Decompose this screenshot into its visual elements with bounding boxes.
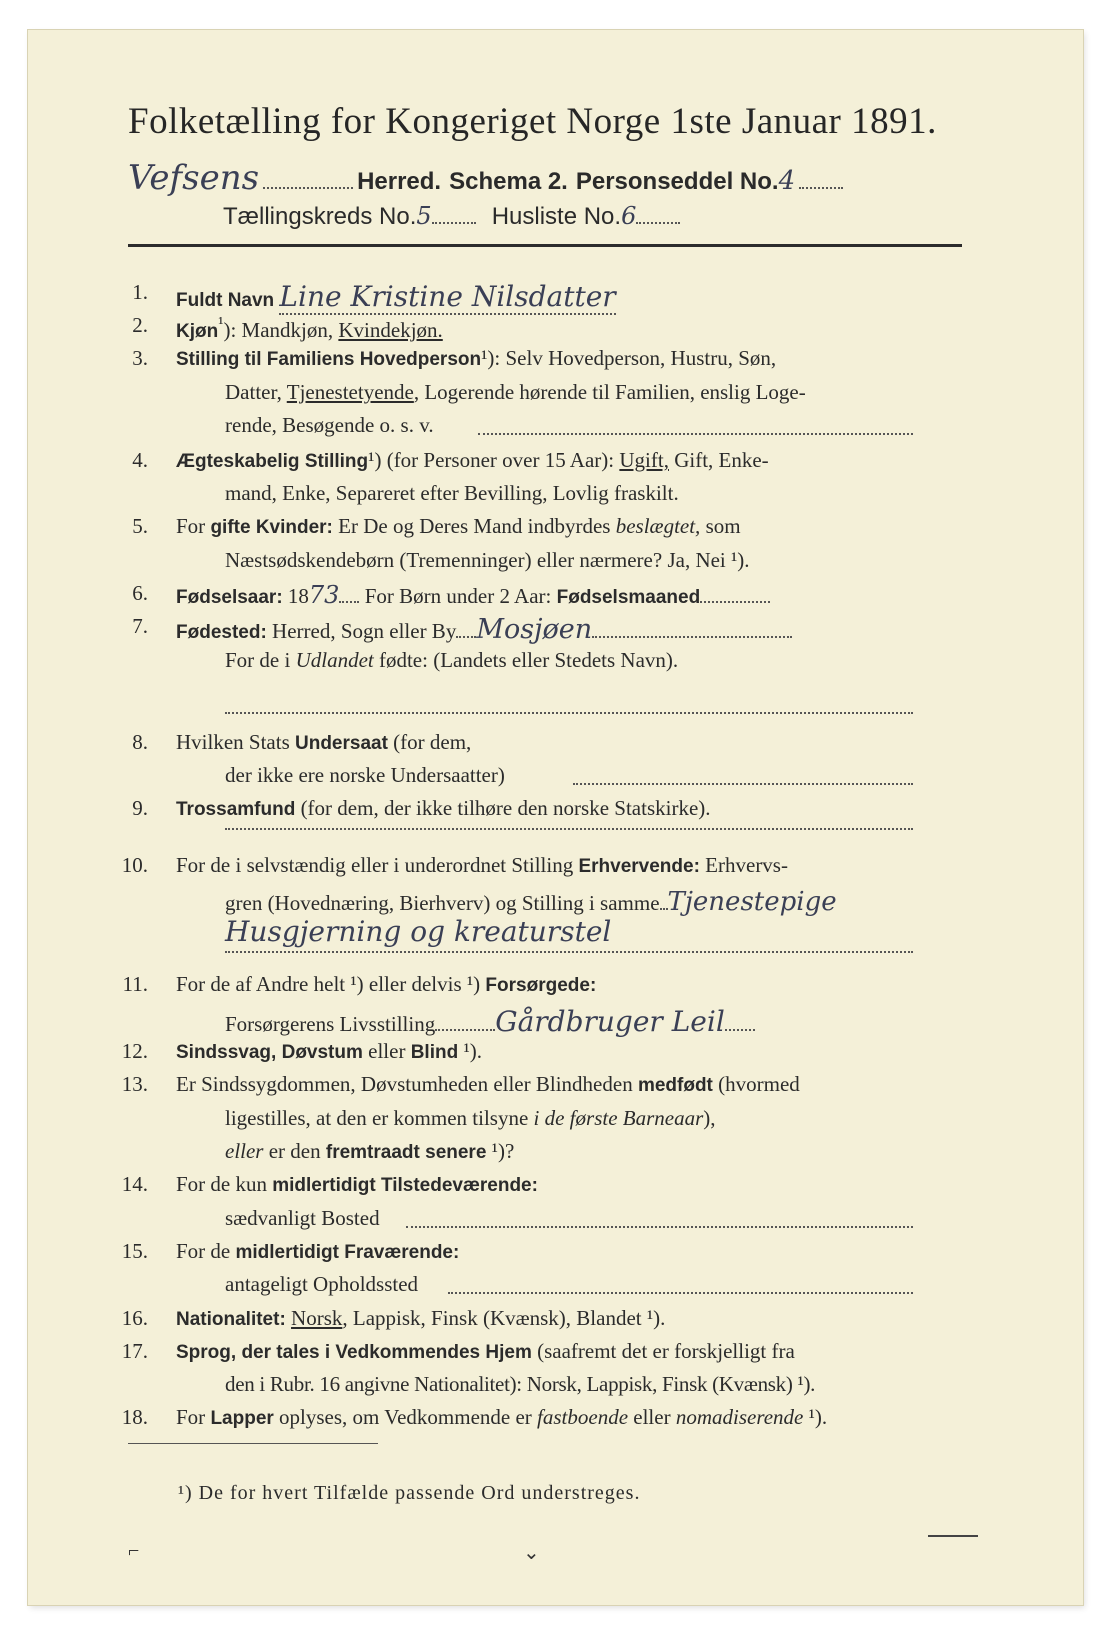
item-1-full-name: Fuldt Navn Line Kristine Nilsdatter [176, 280, 616, 313]
footnote: ¹) De for hvert Tilfælde passende Ord understreges. [178, 1482, 641, 1504]
item-9-religion: Trossamfund (for dem, der ikke tilhøre den norske Statskirke). [176, 796, 711, 820]
item-number: 11. [122, 972, 148, 996]
item-17-language: Sprog, der tales i Vedkommendes Hjem (saafremt det er forskjelligt fra [176, 1339, 795, 1363]
form-title: Folketælling for Kongeriget Norge 1ste Januar 1891. [128, 101, 937, 142]
sex-value: Kvindekjøn. [338, 318, 443, 342]
personseddel-label: Personseddel No. [575, 168, 779, 195]
item-2-sex: Kjøn$^{^1}$): Mandkjøn, Kvindekjøn. [176, 313, 443, 342]
kreds-value: 5 [416, 202, 432, 230]
nationality-value: Norsk [291, 1306, 343, 1330]
birth-year-value: 73 [308, 581, 340, 609]
herred-row [128, 158, 843, 198]
ink-mark [928, 1535, 978, 1537]
item-5-married-women: For gifte Kvinder: Er De og Deres Mand indbyrdes beslægtet, som [176, 514, 741, 538]
item-7-birthplace: Fødested: Herred, Sogn eller By Mosjøen [176, 614, 792, 645]
item-3-position: Stilling til Familiens Hovedperson¹): Selv Hovedperson, Hustru, Søn, [176, 346, 777, 370]
item-number: 6. [132, 581, 148, 605]
item-15-temporary-absent: For de midlertidigt Fraværende: [176, 1239, 460, 1263]
occupation-value-2: Husgjerning og kreaturstel [225, 915, 612, 948]
item-number: 18. [121, 1405, 148, 1429]
husliste-label: Husliste No. [491, 203, 622, 230]
item-12-disability: Sindssvag, Døvstum eller Blind ¹). [176, 1039, 482, 1063]
ink-mark: ⌐ [128, 1540, 140, 1562]
item-14-temporary-present: For de kun midlertidigt Tilstedeværende: [176, 1172, 538, 1196]
ink-mark: ⌄ [523, 1542, 540, 1564]
item-number: 8. [132, 730, 148, 754]
name-value: Line Kristine Nilsdatter [279, 280, 616, 313]
personseddel-value: 4 [778, 166, 796, 196]
herred-value: Vefsens [128, 158, 260, 198]
item-number: 10. [121, 853, 148, 877]
item-10-occupation: For de i selvstændig eller i underordnet Stilling Erhvervende: Erhvervs- [176, 853, 788, 877]
item-number: 1. [132, 280, 148, 304]
item-number: 3. [132, 346, 148, 370]
item-18-sami: For Lapper oplyses, om Vedkommende er fastboende eller nomadiserende ¹). [176, 1405, 828, 1429]
item-11-supported: For de af Andre helt ¹) eller delvis ¹) Forsørgede: [176, 972, 597, 996]
marital-value: Ugift, [619, 448, 669, 472]
herred-label: Herred. [357, 168, 442, 195]
item-number: 2. [132, 313, 148, 337]
item-number: 16. [121, 1306, 148, 1330]
item-8-citizenship: Hvilken Stats Undersaat (for dem, [176, 730, 472, 754]
item-number: 14. [121, 1172, 148, 1196]
schema-label: Schema 2. [449, 168, 568, 195]
item-number: 5. [132, 514, 148, 538]
item-number: 13. [121, 1072, 148, 1096]
census-form: Folketælling for Kongeriget Norge 1ste Januar 1891. Vefsens Herred. Schema 2. Personseddel No.4 Tællingskreds No.5 Husliste No.6 1. Fuldt Navn Line Kristine Nilsdatter 2. Kjøn$^{^1}$): Mandkjøn, Kvindekjøn. 3. Stilling til Familiens Hovedperson¹): Selv Hovedperson, Hustru, Søn, Datter, Tjenestetyende, Logerende hørende til Familien, enslig Loge- rende, Besøgende o. s. v. 4. Ægteskabelig Stilling¹) (for Personer over 15 Aar): Ugift, Gift, Enke- mand, Enke, Separeret efter Bevilling, Lovlig fraskilt. 5. For gifte Kvinder: Er De og Deres Mand indbyrdes beslægtet, som Næstsødskendebørn (Tremenninger) eller nærmere? Ja, Nei ¹). 6. Fødselsaar: 1873 For Børn under 2 Aar: Fødselsmaaned 7. Fødested: Herred, Sogn eller By Mosjøen For de i Udlandet fødte: (Landets eller Stedets Navn). 8. Hvilken Stats Undersaat (for dem, der ikke ere norske Undersaatter) 9. Trossamfund (for dem, der ikke tilhøre den norske Statskirke). 10. For de i selvstændig eller i underordnet Stilling Erhvervende: Erhvervs- gren (Hovednæring, Bierhverv) og Stilling i samme Tjenestepige Husgjerning og kreaturstel 11. For de af Andre helt ¹) eller delvis ¹) Forsørgede: Forsørgerens Livsstilling Gårdbruger Leil 12. Sindssvag, Døvstum eller Blind ¹). 13. Er Sindssygdommen, Døvstumheden eller Blindheden medfødt (hvormed ligestilles, at den er kommen tilsyne i de første Barneaar), eller er den fremtraadt senere ¹)? 14. For de kun midlertidigt Tilstedeværende: sædvanligt Bosted 15. For de midlertidigt Fraværende: antageligt Opholdssted 16. Nationalitet: Norsk, Lappisk, Finsk (Kvænsk), Blandet ¹). 17. Sprog, der tales i Vedkommendes Hjem (saafremt det er forskjelligt fra den i Rubr. 16 angivne Nationalitet): Norsk, Lappisk, Finsk (Kvænsk) ¹). 18. For Lapper oplyses, om Vedkommende er fastboende eller nomadiserende ¹). ¹) De for hvert Tilfælde passende Ord understreges. ⌐ ⌄ [28, 30, 1083, 1605]
item-6-birth-year: Fødselsaar: 1873 For Børn under 2 Aar: Fødselsmaaned [176, 581, 770, 609]
header-rule [128, 244, 962, 247]
item-number: 7. [132, 614, 148, 638]
item-13-congenital: Er Sindssygdommen, Døvstumheden eller Blindheden medfødt (hvormed [176, 1072, 800, 1096]
footnote-rule [128, 1443, 378, 1444]
item-16-nationality: Nationalitet: Norsk, Lappisk, Finsk (Kvænsk), Blandet ¹). [176, 1306, 666, 1330]
item-number: 12. [121, 1039, 148, 1063]
item-number: 4. [132, 448, 148, 472]
kreds-row [223, 202, 680, 231]
kreds-label: Tællingskreds No. [223, 203, 417, 230]
position-value: Tjenestetyende [286, 380, 414, 404]
item-number: 17. [121, 1339, 148, 1363]
occupation-value-1: Tjenestepige [667, 887, 837, 917]
item-number: 15. [121, 1239, 148, 1263]
husliste-value: 6 [621, 202, 637, 230]
birthplace-value: Mosjøen [476, 614, 593, 645]
item-number: 9. [132, 796, 148, 820]
provider-value: Gårdbruger Leil [495, 1005, 725, 1038]
item-4-marital: Ægteskabelig Stilling¹) (for Personer over 15 Aar): Ugift, Gift, Enke- [176, 448, 769, 472]
